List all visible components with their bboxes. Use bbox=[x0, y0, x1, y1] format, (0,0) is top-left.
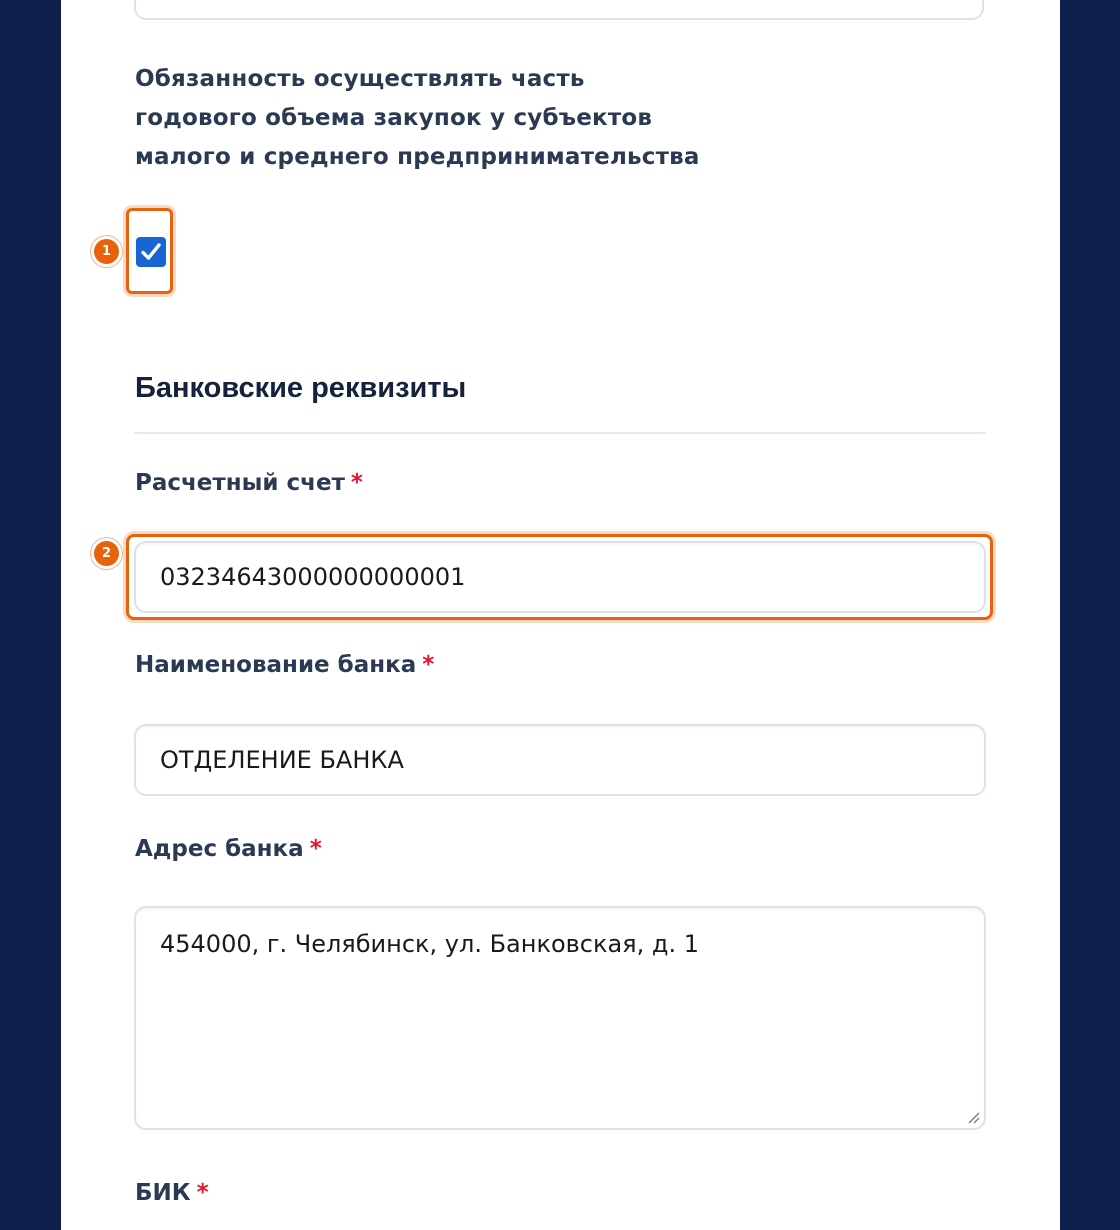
sme-checkbox-highlight bbox=[126, 208, 173, 294]
resize-handle-icon[interactable] bbox=[966, 1110, 980, 1124]
bank-address-label-text: Адрес банка bbox=[135, 836, 304, 862]
sme-obligation-checkbox[interactable] bbox=[136, 237, 166, 267]
checkmark-icon bbox=[140, 241, 162, 263]
account-input[interactable]: 03234643000000000001 bbox=[134, 541, 986, 613]
required-asterisk: * bbox=[350, 470, 363, 496]
section-divider bbox=[134, 432, 986, 434]
bank-name-input[interactable]: ОТДЕЛЕНИЕ БАНКА bbox=[134, 724, 986, 796]
bank-name-label bbox=[135, 652, 434, 678]
bank-address-label bbox=[135, 836, 322, 862]
account-label bbox=[135, 470, 363, 496]
bik-label-text: БИК bbox=[135, 1180, 191, 1206]
bik-label bbox=[135, 1180, 209, 1206]
bank-name-label-text: Наименование банка bbox=[135, 652, 417, 678]
sme-obligation-label: Обязанность осуществлять часть годового объема закупок у субъектов малого и среднего предпринимательства bbox=[135, 66, 700, 170]
step-marker-1: 1 bbox=[91, 236, 122, 267]
previous-field-input[interactable] bbox=[134, 0, 984, 20]
required-asterisk: * bbox=[196, 1180, 209, 1206]
required-asterisk: * bbox=[309, 836, 322, 862]
required-asterisk: * bbox=[422, 652, 435, 678]
bank-address-textarea[interactable] bbox=[134, 906, 986, 1130]
account-label-text: Расчетный счет bbox=[135, 470, 345, 496]
step-marker-2: 2 bbox=[91, 538, 122, 569]
bank-address-value: 454000, г. Челябинск, ул. Банковская, д. 1 bbox=[160, 930, 699, 958]
section-title-bank-details: Банковские реквизиты bbox=[135, 372, 467, 404]
